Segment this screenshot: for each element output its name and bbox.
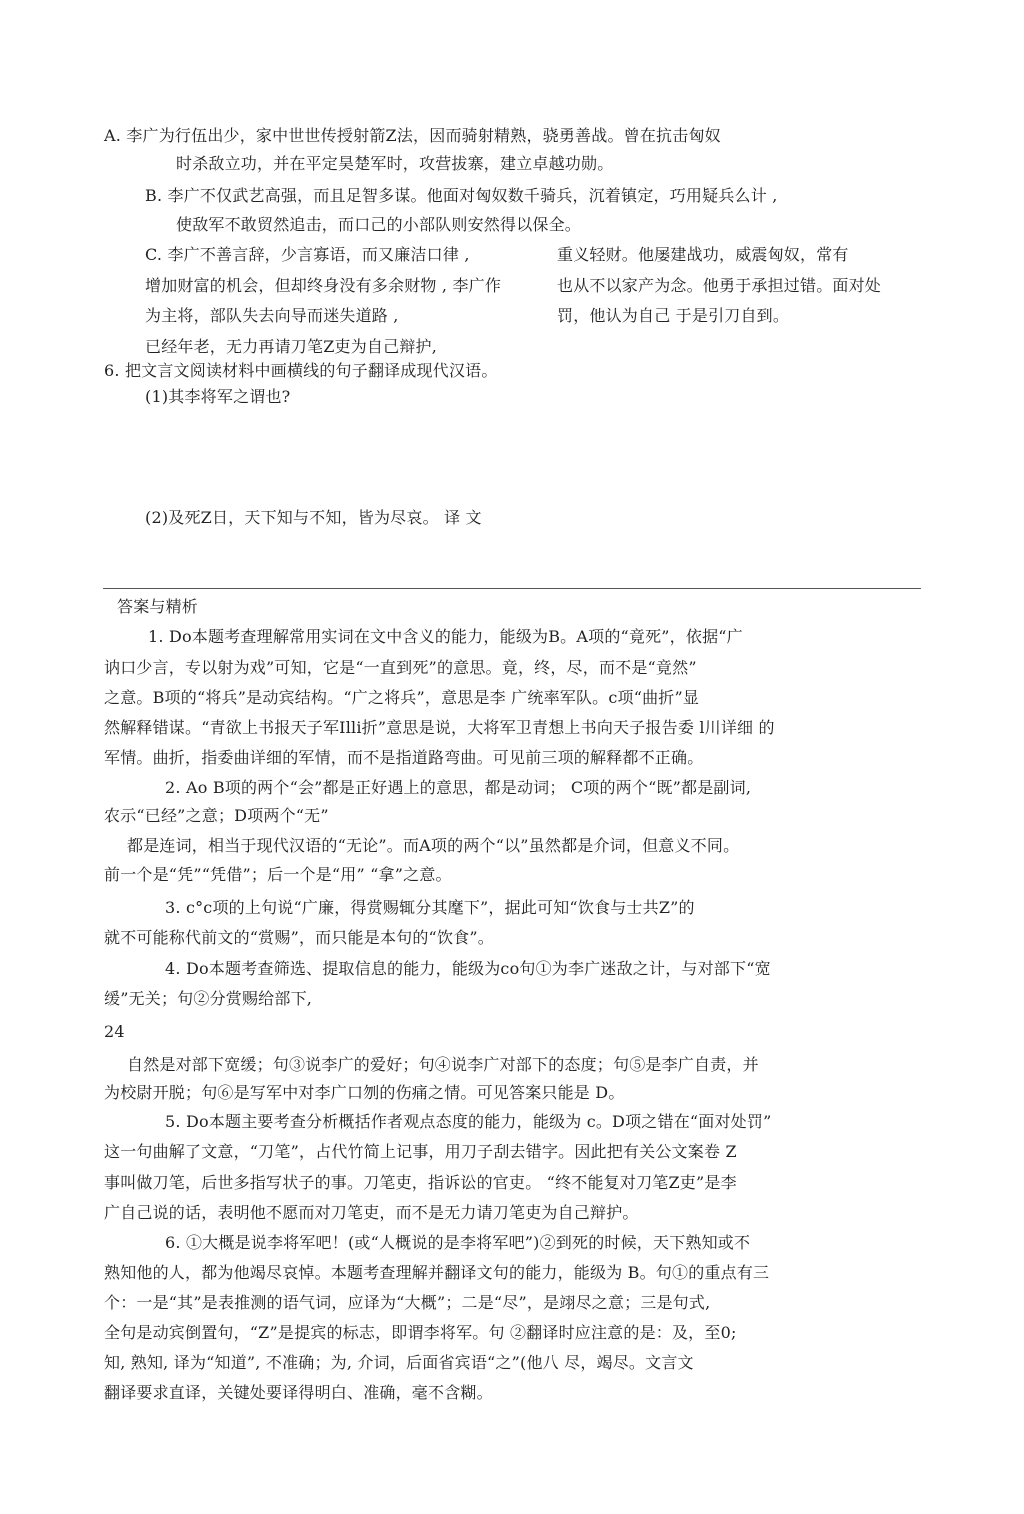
answer-line: 然解释错谋。“青欲上书报天子军Illi折”意思是说，大将军卫青想上书向天子报告委 l川详细 的 — [104, 718, 775, 737]
question-6-sentence-2: (2)及死Z日，天下知与不知，皆为尽哀。 译 文 — [145, 508, 482, 527]
answer-line: 之意。B项的“将兵”是动宾结构。“广之将兵”，意思是李 广统率军队。c项“曲折”显 — [104, 688, 700, 707]
answer-line: 6. ①大概是说李将军吧！(或“人概说的是李将军吧”)②到死的时候，天下熟知或不 — [165, 1233, 751, 1252]
option-c-right-line-3: 罚，他认为自己 于是引刀自到。 — [557, 306, 790, 325]
answer-line: 就不可能称代前文的“赏赐”，而只能是本句的“饮食”。 — [104, 928, 494, 947]
question-6-sentence-1: (1)其李将军之谓也? — [145, 387, 291, 406]
option-a-line-1: A. 李广为行伍出少，家中世世传授射箭Z法，因而骑射精熟，骁勇善战。曾在抗击匈奴 — [104, 126, 721, 145]
option-c-right-line-2: 也从不以家产为念。他勇于承担过错。面对处 — [557, 276, 882, 295]
answer-line: 缓”无关；句②分赏赐给部下, — [104, 989, 313, 1008]
answer-line: 翻译要求直译，关键处要译得明白、准确，毫不含糊。 — [104, 1383, 493, 1402]
answer-line: 知, 熟知, 译为“知道”, 不准确；为, 介词，后面省宾语“之”(他八 尽，竭尽。文言文 — [104, 1353, 694, 1372]
option-a-line-2: 时杀敌立功，并在平定昊楚军时，攻营拔寨，建立卓越功勋。 — [176, 154, 614, 173]
option-c-left-line-4: 已经年老，无力再请刀笔Z吏为自己辩护, — [145, 337, 438, 356]
answer-line: 熟知他的人，都为他竭尽哀悼。本题考查理解并翻译文句的能力，能级为 B。句①的重点有三 — [104, 1263, 770, 1282]
section-divider — [103, 588, 921, 589]
answer-line: 农示“已经”之意；D项两个“无” — [104, 806, 329, 825]
answer-line: 全句是动宾倒置句，“Z”是提宾的标志，即谓李将军。句 ②翻译时应注意的是：及，至0; — [104, 1323, 737, 1342]
answer-line: 1. Do本题考查理解常用实词在文中含义的能力，能级为B。A项的“竟死”，依据“广 — [148, 627, 743, 646]
answer-line: 这一句曲解了文意，“刀笔”，占代竹简上记事，用刀子刮去错字。因此把有关公文案卷 Z — [104, 1142, 737, 1161]
answer-line: 前一个是“凭”“凭借”；后一个是“用” “拿”之意。 — [104, 865, 452, 884]
answer-line: 个：一是“其”是表推测的语气词，应译为“大概”；二是“尽”，是翊尽之意；三是句式, — [104, 1293, 711, 1312]
answer-line: 2. Ao B项的两个“会”都是正好遇上的意思，都是动词； C项的两个“既”都是副词, — [165, 778, 752, 797]
answers-heading: 答案与精析 — [117, 597, 199, 616]
option-c-left-line-1: C. 李广不善言辞，少言寡语，而又廉洁口律 , — [145, 245, 470, 264]
answer-line: 都是连词，相当于现代汉语的“无论”。而A项的两个“以”虽然都是介词，但意义不同。 — [127, 836, 740, 855]
answer-line: 自然是对部下宽缓；句③说李广的爱好；句④说李广对部下的态度；句⑤是李广自责，并 — [127, 1055, 759, 1074]
question-6-prompt: 6. 把文言文阅读材料中画横线的句子翻译成现代汉语。 — [104, 361, 498, 380]
page-number: 24 — [104, 1022, 125, 1041]
option-c-left-line-3: 为主将，部队失去向导而迷失道路 , — [145, 306, 399, 325]
option-c-right-line-1: 重义轻财。他屡建战功，威震匈奴，常有 — [557, 245, 849, 264]
answer-line: 为校尉开脱；句⑥是写军中对李广口刎的伤痛之情。可见答案只能是 D。 — [104, 1083, 625, 1102]
answer-line: 4. Do本题考查筛选、提取信息的能力，能级为co句①为李广迷敌之计，与对部下“宽 — [165, 959, 771, 978]
answer-line: 广自己说的话，表明他不愿而对刀笔吏，而不是无力请刀笔吏为自己辩护。 — [104, 1203, 639, 1222]
answer-line: 事叫做刀笔，后世多指写状子的事。刀笔吏，指诉讼的官吏。 “终不能复对刀笔Z吏”是李 — [104, 1173, 737, 1192]
option-c-left-line-2: 增加财富的机会，但却终身没有多余财物 , 李广作 — [145, 276, 502, 295]
option-b-line-2: 使敌军不敢贸然追击，而口己的小部队则安然得以保全。 — [176, 215, 582, 234]
answer-line: 军情。曲折，指委曲详细的军情，而不是指道路弯曲。可见前三项的解释都不正确。 — [104, 748, 704, 767]
answer-line: 5. Do本题主要考查分析概括作者观点态度的能力，能级为 c。D项之错在“面对处罚” — [165, 1112, 772, 1131]
answer-line: 讷口少言，专以射为戏”可知，它是“一直到死”的意思。竟，终，尽，而不是“竟然” — [104, 658, 697, 677]
option-b-line-1: B. 李广不仅武艺高强，而且足智多谋。他面对匈奴数千骑兵，沉着镇定，巧用疑兵么计 , — [145, 186, 778, 205]
answer-line: 3. c°c项的上句说“广廉，得赏赐辄分其麾下”，据此可知“饮食与士共Z”的 — [165, 898, 695, 917]
